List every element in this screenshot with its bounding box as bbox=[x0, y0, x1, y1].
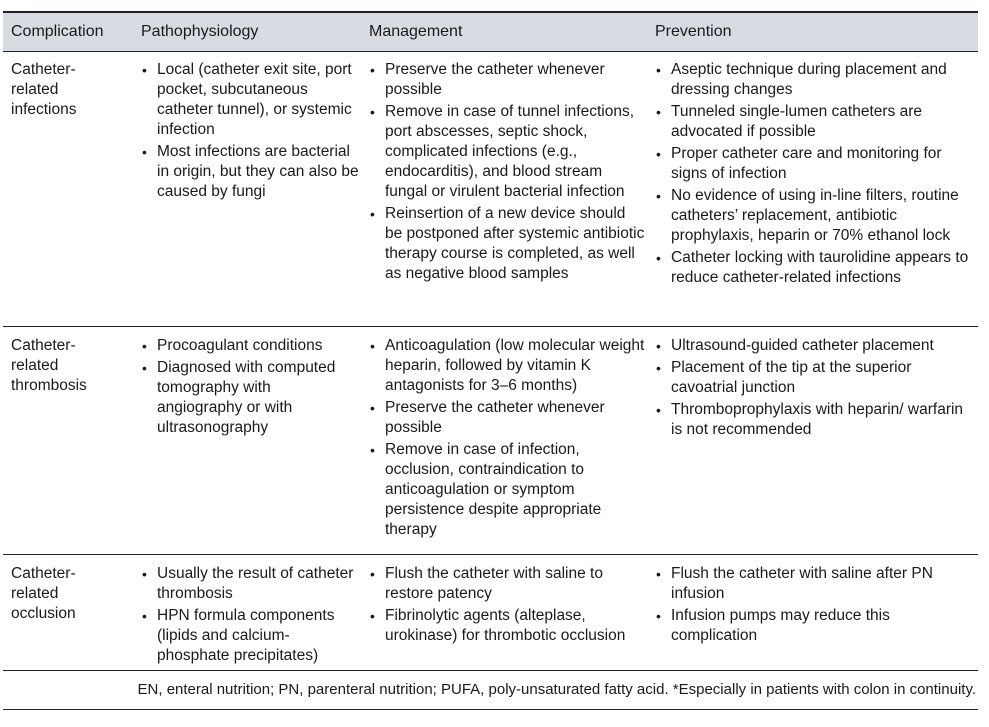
table-row bbox=[3, 555, 978, 671]
pathophysiology-list bbox=[141, 60, 360, 202]
management-list bbox=[369, 564, 645, 646]
complications-table bbox=[3, 11, 978, 710]
list-item: • Remove in case of infection, occlusion, contraindication to anticoagulation or symptom persistence despite appropriate therapy bbox=[369, 440, 645, 540]
management-list bbox=[369, 60, 645, 284]
list-item: • Reinsertion of a new device should be postponed after systemic antibiotic therapy course is completed, as well as negative blood samples bbox=[369, 204, 645, 284]
cell-pathophysiology bbox=[130, 555, 360, 670]
list-item: • Infusion pumps may reduce this complication bbox=[655, 606, 978, 646]
list-item: • Flush the catheter with saline after PN infusion bbox=[655, 564, 978, 604]
list-item: • Placement of the tip at the superior cavoatrial junction bbox=[655, 358, 978, 398]
header-prevention: Prevention bbox=[655, 22, 732, 40]
list-item: • Tunneled single-lumen catheters are advocated if possible bbox=[655, 102, 978, 142]
complication-label: Catheter- related infections bbox=[11, 60, 77, 118]
list-item: • Preserve the catheter whenever possible bbox=[369, 398, 645, 438]
cell-prevention bbox=[645, 555, 978, 670]
cell-pathophysiology bbox=[130, 327, 360, 554]
table-header bbox=[3, 13, 978, 52]
prevention-list bbox=[655, 336, 978, 440]
cell-management bbox=[360, 555, 645, 670]
list-item: • Proper catheter care and monitoring for signs of infection bbox=[655, 144, 978, 184]
list-item: • Anticoagulation (low molecular weight heparin, followed by vitamin K antagonists for 3–6 months) bbox=[369, 336, 645, 396]
list-item: • Diagnosed with computed tomography with angiography or with ultrasonography bbox=[141, 358, 360, 438]
complication-label: Catheter- related occlusion bbox=[11, 564, 76, 622]
table-footnote: EN, enteral nutrition; PN, parenteral nutrition; PUFA, poly-unsaturated fatty acid. *Especially in patients with colon in continuity. bbox=[3, 671, 978, 710]
list-item: • Thromboprophylaxis with heparin/ warfarin is not recommended bbox=[655, 400, 978, 440]
list-item: • Usually the result of catheter thrombosis bbox=[141, 564, 360, 604]
list-item: • No evidence of using in-line filters, routine catheters’ replacement, antibiotic prophylaxis, heparin or 70% ethanol lock bbox=[655, 186, 978, 246]
management-list bbox=[369, 336, 645, 540]
list-item: • Catheter locking with taurolidine appears to reduce catheter-related infections bbox=[655, 248, 978, 288]
cell-complication bbox=[3, 52, 130, 326]
cell-complication bbox=[3, 327, 130, 554]
header-management: Management bbox=[369, 22, 463, 40]
table-row bbox=[3, 327, 978, 555]
header-pathophysiology: Pathophysiology bbox=[141, 22, 259, 40]
list-item: • Procoagulant conditions bbox=[141, 336, 360, 356]
prevention-list bbox=[655, 60, 978, 288]
list-item: • Local (catheter exit site, port pocket, subcutaneous catheter tunnel), or systemic infection bbox=[141, 60, 360, 140]
cell-management bbox=[360, 327, 645, 554]
cell-complication bbox=[3, 555, 130, 670]
cell-management bbox=[360, 52, 645, 326]
list-item: • Flush the catheter with saline to restore patency bbox=[369, 564, 645, 604]
list-item: • Most infections are bacterial in origin, but they can also be caused by fungi bbox=[141, 142, 360, 202]
table-row bbox=[3, 52, 978, 327]
complication-label: Catheter- related thrombosis bbox=[11, 336, 87, 394]
pathophysiology-list bbox=[141, 564, 360, 666]
cell-pathophysiology bbox=[130, 52, 360, 326]
header-complication: Complication bbox=[11, 22, 104, 40]
list-item: • Remove in case of tunnel infections, port abscesses, septic shock, complicated infections (e.g., endocarditis), and blood stream fungal or virulent bacterial infection bbox=[369, 102, 645, 202]
list-item: • Preserve the catheter whenever possible bbox=[369, 60, 645, 100]
cell-prevention bbox=[645, 52, 978, 326]
cell-prevention bbox=[645, 327, 978, 554]
pathophysiology-list bbox=[141, 336, 360, 438]
list-item: • HPN formula components (lipids and calcium-phosphate precipitates) bbox=[141, 606, 360, 666]
list-item: • Aseptic technique during placement and dressing changes bbox=[655, 60, 978, 100]
list-item: • Ultrasound-guided catheter placement bbox=[655, 336, 978, 356]
list-item: • Fibrinolytic agents (alteplase, urokinase) for thrombotic occlusion bbox=[369, 606, 645, 646]
prevention-list bbox=[655, 564, 978, 646]
